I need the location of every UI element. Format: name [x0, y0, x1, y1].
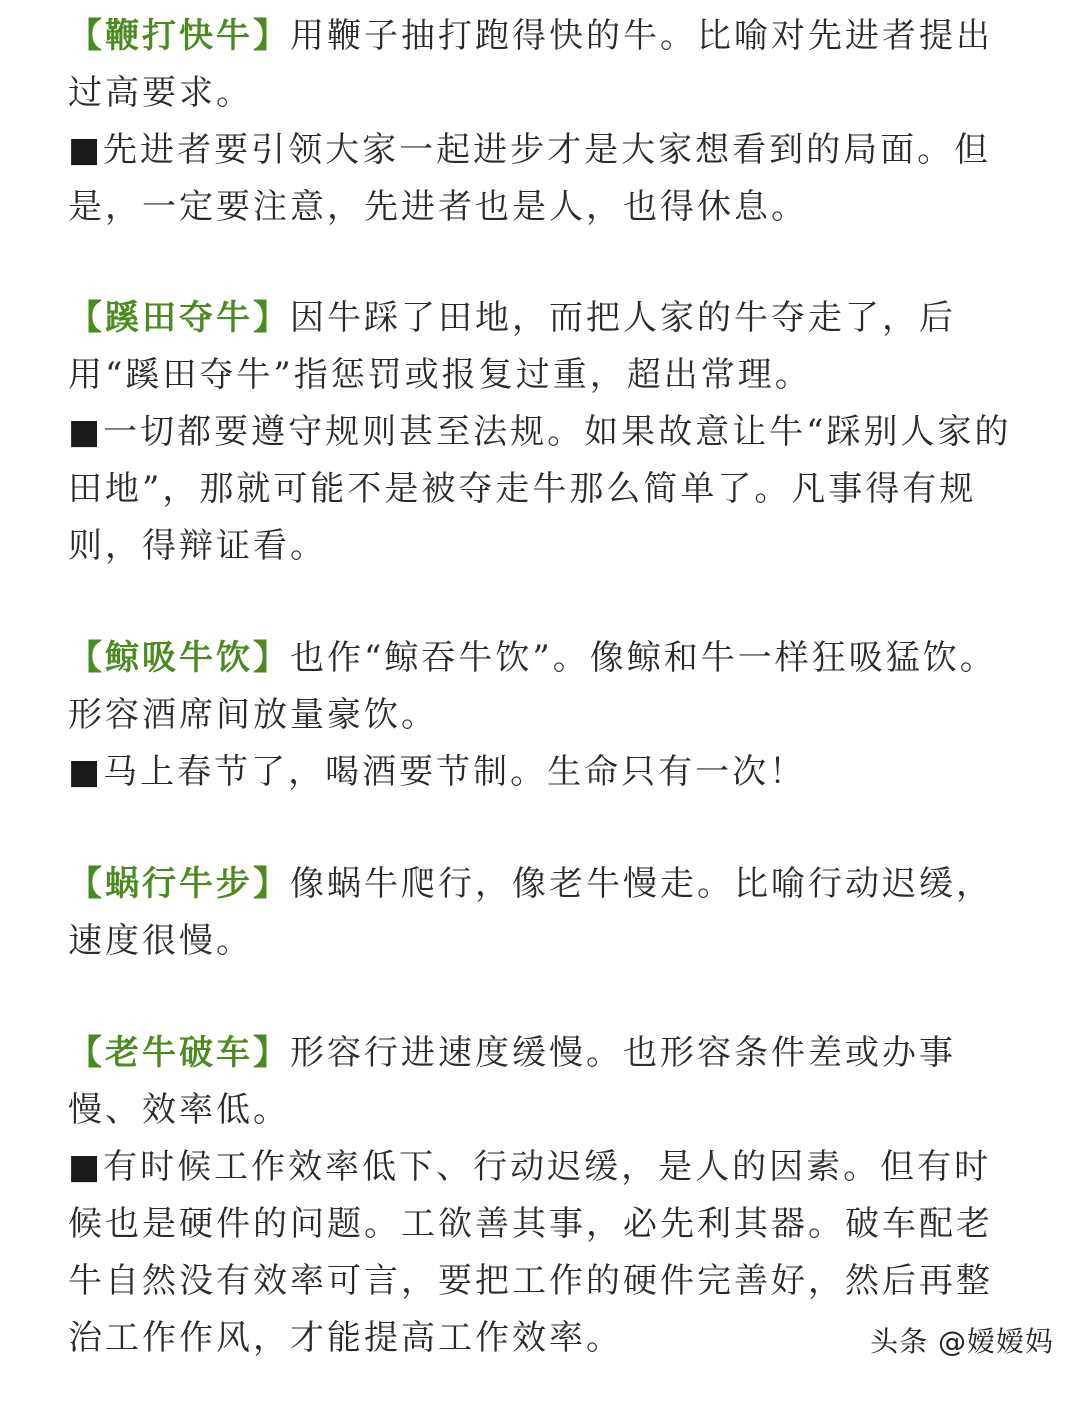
- idiom-entry-4: [68, 856, 1018, 970]
- idiom-title: 【鲸吸牛饮】: [68, 638, 290, 678]
- idiom-entry-5: [68, 1025, 1018, 1367]
- square-bullet-icon: ■: [68, 752, 104, 792]
- definition-paragraph: [68, 290, 1018, 404]
- idiom-comment: 一切都要遵守规则甚至法规。如果故意让牛“踩别人家的田地”，那就可能不是被夺走牛那么简单了。凡事得有规则，得辩证看。: [68, 412, 1012, 566]
- idiom-definition: 也作“鲸吞牛饮”。像鲸和牛一样狂吸猛饮。形容酒席间放量豪饮。: [68, 638, 997, 735]
- definition-paragraph: [68, 630, 1018, 744]
- comment-paragraph: [68, 404, 1018, 575]
- idiom-comment: 马上春节了，喝酒要节制。生命只有一次！: [103, 752, 807, 792]
- comment-paragraph: [68, 744, 1018, 801]
- idiom-definition: 形容行进速度缓慢。也形容条件差或办事慢、效率低。: [68, 1033, 956, 1130]
- square-bullet-icon: ■: [68, 130, 104, 170]
- idiom-definition: 用鞭子抽打跑得快的牛。比喻对先进者提出过高要求。: [68, 16, 993, 113]
- definition-paragraph: [68, 1025, 1018, 1139]
- idiom-title: 【鞭打快牛】: [68, 16, 290, 56]
- idiom-title: 【蜗行牛步】: [68, 864, 290, 904]
- comment-paragraph: [68, 122, 1018, 236]
- definition-paragraph: [68, 856, 1018, 970]
- idiom-entry-1: [68, 8, 1018, 236]
- idiom-title: 【蹊田夺牛】: [68, 298, 290, 338]
- square-bullet-icon: ■: [68, 412, 104, 452]
- source-watermark: 头条 @嫒嫒妈: [870, 1325, 1054, 1358]
- idiom-entry-3: [68, 630, 1018, 801]
- idiom-definition: 像蜗牛爬行，像老牛慢走。比喻行动迟缓，速度很慢。: [68, 864, 993, 961]
- idiom-comment: 先进者要引领大家一起进步才是大家想看到的局面。但是，一定要注意，先进者也是人，也得休息。: [68, 130, 992, 227]
- definition-paragraph: [68, 8, 1018, 122]
- idiom-comment: 有时候工作效率低下、行动迟缓，是人的因素。但有时候也是硬件的问题。工欲善其事，必先利其器。破车配老牛自然没有效率可言，要把工作的硬件完善好，然后再整治工作作风，才能提高工作效率。: [68, 1147, 993, 1358]
- square-bullet-icon: ■: [68, 1147, 104, 1187]
- idiom-title: 【老牛破车】: [68, 1033, 290, 1073]
- idiom-definition: 因牛踩了田地，而把人家的牛夺走了，后用“蹊田夺牛”指惩罚或报复过重，超出常理。: [68, 298, 956, 395]
- idiom-entry-2: [68, 290, 1018, 575]
